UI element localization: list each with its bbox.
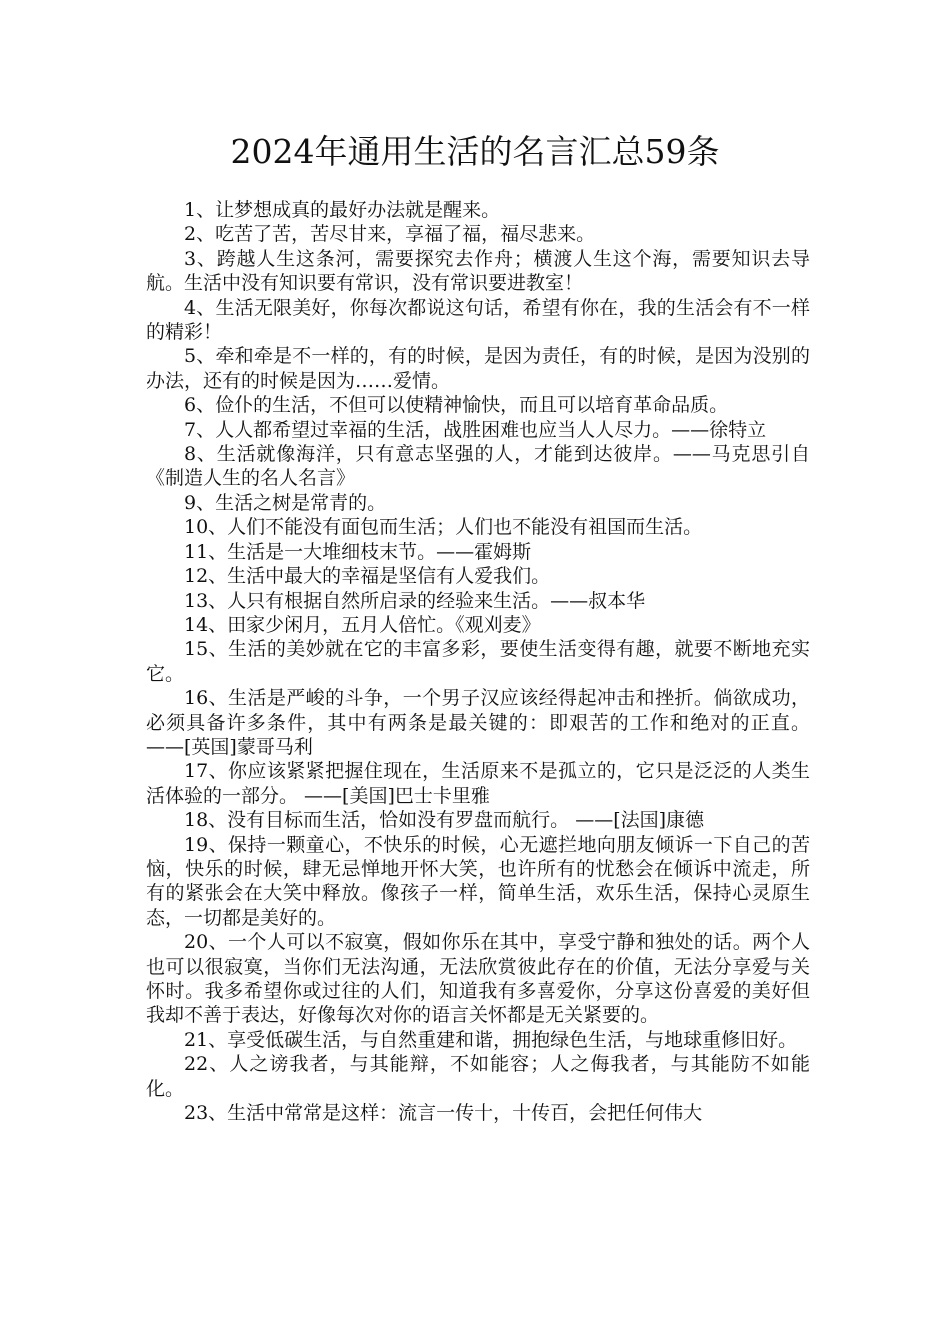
paragraph: 5、牵和牵是不一样的，有的时候，是因为责任，有的时候，是因为没别的办法，还有的时候是因为……爱情。 bbox=[146, 345, 810, 392]
paragraph: 15、生活的美妙就在它的丰富多彩，要使生活变得有趣，就要不断地充实它。 bbox=[146, 638, 810, 685]
paragraph: 3、跨越人生这条河，需要探究去作舟；横渡人生这个海，需要知识去导航。生活中没有知识要有常识，没有常识要进教室！ bbox=[146, 247, 810, 295]
paragraph: 21、享受低碳生活，与自然重建和谐，拥抱绿色生活，与地球重修旧好。 bbox=[184, 1028, 798, 1051]
paragraph: 7、人人都希望过幸福的生活，战胜困难也应当人人尽力。——徐特立 bbox=[184, 418, 767, 441]
paragraph: 22、人之谤我者，与其能辩，不如能容；人之侮我者，与其能防不如能化。 bbox=[146, 1053, 810, 1100]
paragraph: 12、生活中最大的幸福是坚信有人爱我们。 bbox=[184, 565, 551, 588]
paragraph: 10、人们不能没有面包而生活；人们也不能没有祖国而生活。 bbox=[184, 516, 703, 539]
document-title: 2024年通用生活的名言汇总59条 bbox=[230, 132, 720, 171]
document-body bbox=[146, 198, 810, 1125]
paragraph: 14、田家少闲月，五月人倍忙。《观刈麦》 bbox=[184, 613, 541, 636]
paragraph: 1、让梦想成真的最好办法就是醒来。 bbox=[184, 199, 501, 221]
paragraph: 20、一个人可以不寂寞，假如你乐在其中，享受宁静和独处的话。两个人也可以很寂寞，当你们无法沟通，无法欣赏彼此存在的价值，无法分享爱与关怀时。我多希望你或过往的人们，知道我有多喜爱你，分享这份喜爱的美好但我却不善于表达，好像每次对你的语言关怀都是无关紧要的。 bbox=[146, 931, 810, 1027]
paragraph: 19、保持一颗童心，不快乐的时候，心无遮拦地向朋友倾诉一下自己的苦恼，快乐的时候，肆无忌惮地开怀大笑，也许所有的忧愁会在倾诉中流走，所有的紧张会在大笑中释放。像孩子一样，简单生活，欢乐生活，保持心灵原生态，一切都是美好的。 bbox=[146, 833, 810, 929]
paragraph: 18、没有目标而生活，恰如没有罗盘而航行。 ——[法国]康德 bbox=[184, 809, 705, 832]
paragraph: 8、生活就像海洋，只有意志坚强的人，才能到达彼岸。——马克思引自《制造人生的名人名言》 bbox=[146, 443, 810, 490]
paragraph: 2、吃苦了苦，苦尽甘来，享福了福，福尽悲来。 bbox=[184, 223, 596, 246]
paragraph: 17、你应该紧紧把握住现在，生活原来不是孤立的，它只是泛泛的人类生活体验的一部分。 ——[美国]巴士卡里雅 bbox=[146, 760, 810, 807]
paragraph: 13、人只有根据自然所启录的经验来生活。——叔本华 bbox=[184, 589, 646, 612]
paragraph: 9、生活之树是常青的。 bbox=[184, 491, 387, 514]
paragraph: 11、生活是一大堆细枝末节。——霍姆斯 bbox=[184, 540, 532, 563]
paragraph: 23、生活中常常是这样：流言一传十，十传百，会把任何伟大 bbox=[184, 1102, 703, 1125]
paragraph: 16、生活是严峻的斗争，一个男子汉应该经得起冲击和挫折。倘欲成功，必须具备许多条件，其中有两条是最关键的：即艰苦的工作和绝对的正直。 ——[英国]蒙哥马利 bbox=[146, 687, 810, 758]
paragraph: 4、生活无限美好，你每次都说这句话，希望有你在，我的生活会有不一样的精彩！ bbox=[146, 296, 810, 344]
paragraph: 6、俭仆的生活，不但可以使精神愉快，而且可以培育革命品质。 bbox=[184, 394, 729, 417]
